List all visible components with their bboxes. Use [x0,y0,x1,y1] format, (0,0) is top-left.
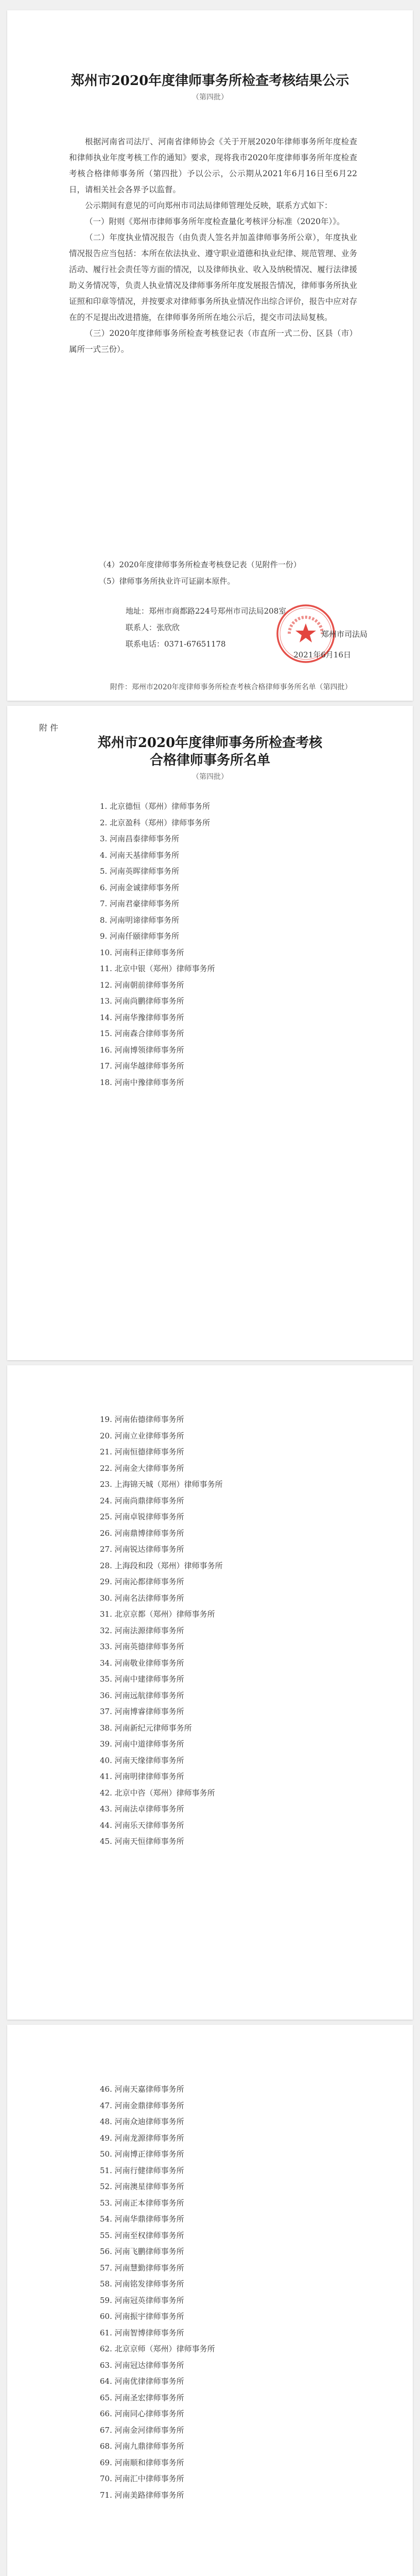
contact-person: 联系人：张欣欣 [126,623,180,632]
firm-list-item: 55. 河南至权律师事务所 [100,2230,184,2240]
firm-list-item: 39. 河南中道律师事务所 [100,1739,184,1749]
firm-list-item: 13. 河南尚鹏律师事务所 [100,996,184,1006]
attachment-item: （5）律师事务所执业许可证副本原件。 [99,577,235,586]
firm-list-item: 43. 河南法卓律师事务所 [100,1804,184,1814]
firm-list-item: 63. 河南冠达律师事务所 [100,2360,184,2370]
firm-list-item: 24. 河南尚鼎律师事务所 [100,1496,184,1505]
firm-list-item: 23. 上海锦天城（郑州）律师事务所 [100,1480,223,1489]
paragraph: （一）附则《郑州市律师事务所年度检查量化考核评分标准（2020年）》。 [85,217,345,226]
firm-list-item: 14. 河南华豫律师事务所 [100,1012,184,1022]
firm-list-item: 46. 河南天嘉律师事务所 [100,2084,184,2094]
firm-list-item: 25. 河南卓锐律师事务所 [100,1512,184,1521]
issuer-name: 郑州市司法局 [321,630,367,639]
firm-list-item: 4. 河南天基律师事务所 [100,850,180,860]
firm-list-item: 57. 河南慧勤律师事务所 [100,2263,184,2273]
document-page-3 [7,1365,413,2020]
firm-list-item: 51. 河南行健律师事务所 [100,2165,184,2175]
firm-list-item: 68. 河南九鼎律师事务所 [100,2442,184,2451]
firm-list-item: 56. 河南飞鹏律师事务所 [100,2247,184,2256]
firm-list-item: 33. 河南英德律师事务所 [100,1642,184,1651]
attachment-item: （4）2020年度律师事务所检查考核登记表（见附件一份） [99,560,301,569]
firm-list-item: 19. 河南佑德律师事务所 [100,1415,184,1424]
firm-list-item: 28. 上海段和段（郑州）律师事务所 [100,1561,223,1570]
firm-list-item: 32. 河南法源律师事务所 [100,1625,184,1635]
firm-list-item: 9. 河南仟颐律师事务所 [100,931,180,941]
firm-list-item: 69. 河南顺和律师事务所 [100,2458,184,2467]
firm-list-item: 10. 河南科正律师事务所 [100,947,184,957]
firm-list-item: 29. 河南沁都律师事务所 [100,1577,184,1586]
firm-list-item: 20. 河南立业律师事务所 [100,1431,184,1440]
list-header [7,734,413,782]
attachment-label: 附 件 [39,723,59,733]
firm-list-item: 34. 河南敬业律师事务所 [100,1658,184,1668]
firm-list-item: 6. 河南金诚律师事务所 [100,883,180,892]
list-title-line-2: 合格律师事务所名单 [149,753,270,768]
firm-list-item: 64. 河南优律律师事务所 [100,2377,184,2386]
document-page-4 [7,2025,413,2576]
firm-list-item: 26. 河南鼎博律师事务所 [100,1528,184,1538]
page-title: 郑州市2020年度律师事务所检查考核结果公示 [71,73,349,89]
firm-list-item: 35. 河南中建律师事务所 [100,1674,184,1684]
paragraph: （二）年度执业情况报告（由负责人签名并加盖律师事务所公章），年度执业情况报告应当包括：本所在依法执业、遵守职业道德和执业纪律、规范管理、业务活动、履行社会责任等方面的情况，以及律师执业、收入及纳税情况、履行法律援助义务情况等，负责人执业情况及律师事务所年度发展报告情况，律师事务所执业证照和印章等情况，并按要求对律师事务所执业情况作出综合评价，报告中应对存在的不足提出改进措施，在律师事务所所在地公示后，提交市司法局复核。 [69,233,357,322]
firm-list-item: 71. 河南美路律师事务所 [100,2490,184,2500]
paragraph: 公示期间有意见的可向郑州市司法局律师管理处反映，联系方式如下： [85,201,332,210]
firm-list-item: 66. 河南同心律师事务所 [100,2409,184,2418]
firm-list-item: 7. 河南君豪律师事务所 [100,899,180,908]
firm-list-item: 53. 河南正本律师事务所 [100,2198,184,2208]
notice-header [7,72,413,102]
firm-list [100,2081,215,2503]
firm-list-item: 31. 北京京都（郑州）律师事务所 [100,1609,215,1619]
batch-subtitle: （第四批） [192,93,228,101]
firm-list-item: 42. 北京中咨（郑州）律师事务所 [100,1788,215,1798]
list-title-line-1: 郑州市2020年度律师事务所检查考核 [97,735,323,751]
firm-list-item: 2. 北京盈科（郑州）律师事务所 [100,818,211,827]
firm-list-item: 37. 河南博睿律师事务所 [100,1707,184,1716]
firm-list-item: 41. 河南明律律师事务所 [100,1772,184,1781]
firm-list-item: 3. 河南昌泰律师事务所 [100,834,180,843]
firm-list [100,799,215,1091]
firm-list-item: 60. 河南振宇律师事务所 [100,2312,184,2321]
address-line: 地址：郑州市商都路224号郑州市司法局208室 [126,606,287,616]
phone-line: 联系电话：0371-67651178 [126,639,226,649]
firm-list-item: 15. 河南森合律师事务所 [100,1029,184,1038]
batch-subtitle: （第四批） [192,773,228,781]
paragraph: 根据河南省司法厅、河南省律师协会《关于开展2020年律师事务所年度检查和律师执业年度考核工作的通知》要求，现将我市2020年度律师事务所年度检查考核合格律师事务所（第四批）予以公示，公示期从2021年6月16日至6月22日，请相关社会各界予以监督。 [69,137,357,194]
firm-list [100,1412,223,1850]
firm-list-item: 67. 河南金河律师事务所 [100,2425,184,2435]
firm-list-item: 11. 北京中银（郑州）律师事务所 [100,964,215,973]
firm-list-item: 30. 河南名法律师事务所 [100,1593,184,1603]
firm-list-item: 27. 河南锐达律师事务所 [100,1545,184,1554]
firm-list-item: 8. 河南明谛律师事务所 [100,915,180,925]
attachment-note: 附件：郑州市2020年度律师事务所检查考核合格律师事务所名单（第四批） [110,683,352,691]
firm-list-item: 59. 河南冠英律师事务所 [100,2295,184,2305]
firm-list-item: 61. 河南智博律师事务所 [100,2328,184,2337]
attachment-items [99,556,301,589]
firm-list-item: 18. 河南中豫律师事务所 [100,1077,184,1087]
firm-list-item: 45. 河南天恒律师事务所 [100,1837,184,1846]
firm-list-item: 5. 河南英晖律师事务所 [100,867,180,876]
firm-list-item: 65. 河南圣宏律师事务所 [100,2393,184,2402]
firm-list-item: 22. 河南金大律师事务所 [100,1463,184,1473]
firm-list-item: 49. 河南龙源律师事务所 [100,2133,184,2143]
firm-list-item: 21. 河南恒德律师事务所 [100,1447,184,1456]
paragraph: （三）2020年度律师事务所检查考核登记表（市直所一式二份、区县（市）属所一式三份）。 [69,329,357,354]
firm-list-item: 17. 河南华越律师事务所 [100,1061,184,1071]
firm-list-item: 47. 河南金鼎律师事务所 [100,2100,184,2110]
document-page-1 [7,10,413,701]
firm-list-item: 54. 河南华鼎律师事务所 [100,2214,184,2224]
firm-list-item: 50. 河南博正律师事务所 [100,2149,184,2159]
firm-list-item: 62. 北京京师（郑州）律师事务所 [100,2344,215,2353]
firm-list-item: 12. 河南朝前律师事务所 [100,980,184,990]
firm-list-item: 36. 河南远航律师事务所 [100,1690,184,1700]
firm-list-item: 1. 北京德恒（郑州）律师事务所 [100,802,211,811]
firm-list-item: 44. 河南乐天律师事务所 [100,1820,184,1830]
document-page-2 [7,706,413,1360]
notice-body [69,134,357,358]
firm-list-item: 58. 河南铭发律师事务所 [100,2279,184,2289]
firm-list-item: 16. 河南博领律师事务所 [100,1045,184,1055]
firm-list-item: 48. 河南众迪律师事务所 [100,2117,184,2126]
firm-list-item: 70. 河南汇中律师事务所 [100,2474,184,2483]
firm-list-item: 38. 河南新纪元律师事务所 [100,1723,192,1733]
issue-date: 2021年6月16日 [293,650,351,659]
firm-list-item: 52. 河南澳星律师事务所 [100,2182,184,2191]
firm-list-item: 40. 河南天缘律师事务所 [100,1755,184,1765]
